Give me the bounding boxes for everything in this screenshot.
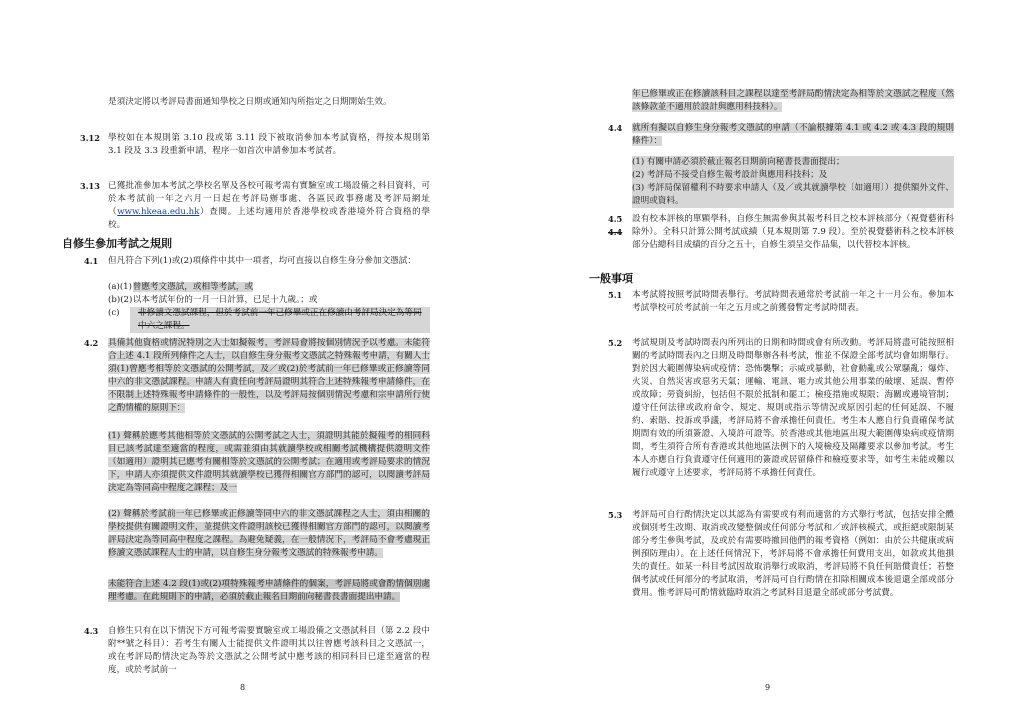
list-text: 以本考試年份的一月一日計算，已足十九歲。；或 <box>132 295 318 305</box>
para-5-2: 考試規則及考試時間表內所列出的日期和時間或會有所改動。考評局將盡可能按照相關的考試時間表內之日期及時間舉辦各科考試，惟並不保證全部考試均會如期舉行。對於因大範圍傳染病或疫情；恐怖襲擊；示威或暴動，社會動亂或公眾騷亂；爆炸、火災、自然災害或惡劣天氣；運輸、電訊、電力或其他公用事業的破壞、延誤、暫停或故障；勞資糾紛，包括但不限於抵制和罷工；檢疫措施或規限；海關或邊境管制；遵守任何法律或政府命令、規定、規則或指示等情況或原因引起的任何延誤、不履約、索賠、投訴或爭議，考評局將不會承擔任何責任。考生本人應自行負責確保考試期間有效的所須簽證、入境許可證等。於香港或其他地區出現大範圍傳染病或疫情期間，考生須符合所有香港或其他地區法例下的入境檢疫及隔離要求以參加考試。考生本人亦應自行負責遵守任何適用的簽證或居留條件和檢疫要求等，如考生未能或難以履行或遵守上述要求，考評局將不承擔任何責任。 <box>632 338 954 478</box>
para-4-1-intro: 但凡符合下列(1)或(2)項條件中其中一項者，均可直接以自修生身分參加文憑試： <box>108 256 416 266</box>
para-5-3: 考評局可自行酌情決定以其認為有需要或有利而適當的方式舉行考試，包括安排全體或個別考生改期、取消或改變整個或任何部分考試和／或評核模式，或拒絕或限制某部分考生參與考試，及或於有需要時撤回他們的報考資格（例如：由於公共健康或病例預防理由）。在上述任何情況下，考評局將不會承擔任何費用支出，如款或其他損失的責任。如某一科目考試因故取消舉行或取消，考評局將不負任何賠償責任；若整個考試或任何部分的考試取消，考評局可自行酌情在扣除相關成本後退還全部或部分費用。惟考評局可酌情就臨時取消之考試科目退還全部或部分考試費。 <box>632 510 954 598</box>
para-4-5: 設有校本評核的單顆學科，自修生無需參與其報考科目之校本評核部分（視覺藝術科除外）。全科只計算公開考試成績（見本規則第 7.9 段）。至於視覺藝術科之校本評核部分佔總科目成績的百分之五十，自修生須呈交作品集，以代替校本評核。 <box>632 214 954 250</box>
list-text: 非修讀文憑試課程，但於考試前一年已修畢或正在修讀由考評局決定為等同中六之課程。 <box>130 307 430 333</box>
list-tag: (c) <box>108 308 120 318</box>
section-heading-private-candidates: 自修生參加考試之規則 <box>62 237 172 250</box>
page-number-right: 9 <box>765 683 771 692</box>
clause-number-5-2: 5.2 <box>608 338 623 348</box>
clause-number-5-3: 5.3 <box>608 510 623 520</box>
clause-number-5-1: 5.1 <box>608 290 623 300</box>
para-4-2-closing: 未能符合上述 4.2 段(1)或(2)項特殊報考申請條件的個案，考評局將或會酌情個別處理考慮。在此規則下的申請，必須於截止報名日期前向秘書長書面提出申請。 <box>108 579 430 602</box>
para-4-2-sub1: (1) 聲稱於應考其他相等於文憑試的公開考試之人士，須證明其能於擬報考的相同科目已該考試達至適當的程度，或需並須由其就讀學校或相關考試機構提供證明文件（如適用）證明其已應考有關相等於文憑試的公開考試；在適用或考評局要求的情況下，申請人亦須提供文件證明其就讀學校已獲得相關官方部門的認可，以閱讀考評局決定為等同高中程度之課程；及一 <box>108 431 430 493</box>
para-5-1: 本考試將按照考試時間表舉行。考試時間表通常於考試前一年之十一月公布。參加本考試學校可於考試前一年之五月或之前獲發暫定考試時間表。 <box>632 290 954 313</box>
list-item-4-4-2: (2) 考評局不接受自修生報考設計與應用科技科；及 <box>632 169 954 182</box>
page-number-left: 8 <box>240 683 246 692</box>
list-tag: (b)(2) <box>108 295 133 305</box>
list-text: 曾應考文憑試，或相等考試，或 <box>132 282 254 292</box>
hkeaa-website-link[interactable]: www.hkeaa.edu.hk <box>117 207 200 217</box>
clause-number-4-3: 4.3 <box>84 626 99 636</box>
para-3-13: 已獲批准參加本考試之學校名單及各校可報考需有實驗室或工場設備之科目資料，可於本考試前一年之六月一日起在考評局辦事處、各區民政事務處及考評局網址（www.hkeaa.edu.hk）查閱。上述均適用於香港學校或香港境外符合資格的學校。 <box>108 181 430 230</box>
para-4-3-tail: 年已修畢或正在修讀該科目之課程以達至考評局酌情決定為相等於文憑試之程度（然該條款並不適用於設計與應用科技科）。 <box>632 89 954 112</box>
page-right <box>507 0 1014 724</box>
para-4-3: 自修生只有在以下情況下方可報考需要實驗室或工場設備之文憑試科目（第 2.2 段中附**號之科目）：若考生有關人士能提供文件證明其以往曾應考該科目之文憑試一，或在考評局酌情決定為等於文憑試之公開考試中應考該的相同科目已達至適當的程度，或於考試前一 <box>108 626 430 675</box>
clause-number-4-2: 4.2 <box>84 338 99 348</box>
para-3-12: 學校如在本規則第 3.10 段或第 3.11 段下被取消參加本考試資格，得按本規則第 3.1 段及 3.3 段重新申請，程序一如首次申請參加本考試者。 <box>108 133 430 156</box>
clause-number-4-5: 4.5 <box>608 214 623 224</box>
para-4-2-sub2: (2) 聲稱於考試前一年已修畢或正修讀等同中六的非文憑試課程之人士，須由相關的學校提供有關證明文件，並提供文件證明該校已獲得相關官方部門的認可，以閱讀考評局決定為等同高中程度之課程。為避免疑義，在一般情況下，考評局不會考慮現正修讀文憑試課程人士的申請，以自修生身分報考文憑試的特殊報考申請。 <box>108 509 430 558</box>
clause-number-4-1: 4.1 <box>84 256 99 266</box>
para-4-4-intro: 就所有擬以自修生身分報考文憑試的申請（不論根據第 4.1 或 4.2 或 4.3 段的規則條件）： <box>632 123 954 146</box>
list-item-4-4-1: (1) 有關申請必須於截止報名日期前向秘書長書面提出； <box>632 156 954 169</box>
para-4-2: 具備其他資格或情況特別之人士如擬報考，考評局會將按個別情況予以考慮。未能符合上述 4.1 段所列條件之人士，以自修生身分報考文憑試之特殊報考申請，有關人士須(1)曾應考相等於文憑試的公開考試，及／或(2)於考試前一年已修畢或正修讀等同中六的非文憑試課程。申請人有責任向考評局證明其符合上述特殊報考申請條件，在不限制上述特殊報考申請條件的一般性，以及考評局按個別情況考慮和宗申請所行使之酌情權的原則下： <box>108 338 430 413</box>
clause-number-3-12: 3.12 <box>80 133 100 143</box>
list-4-4 <box>632 156 954 208</box>
clause-number-4-4-old: 4.4 <box>608 227 623 237</box>
list-tag: (a)(1) <box>108 282 133 292</box>
section-heading-general: 一般事項 <box>589 272 633 285</box>
para-3-11-tail: 是須決定將以考評局書面通知學校之日期或通知內所指定之日期開始生效。 <box>108 97 392 107</box>
list-item-4-1-b <box>108 294 430 307</box>
list-item-4-1-c <box>108 307 430 333</box>
clause-number-3-13: 3.13 <box>80 181 100 191</box>
list-item-4-4-3: (3) 考評局保留權利不時要求申請人（及／或其就讀學校〔如適用〕）提供額外文件、證明或資料。 <box>632 183 954 206</box>
list-item-4-1-a <box>108 281 430 294</box>
clause-number-4-4: 4.4 <box>608 123 623 133</box>
